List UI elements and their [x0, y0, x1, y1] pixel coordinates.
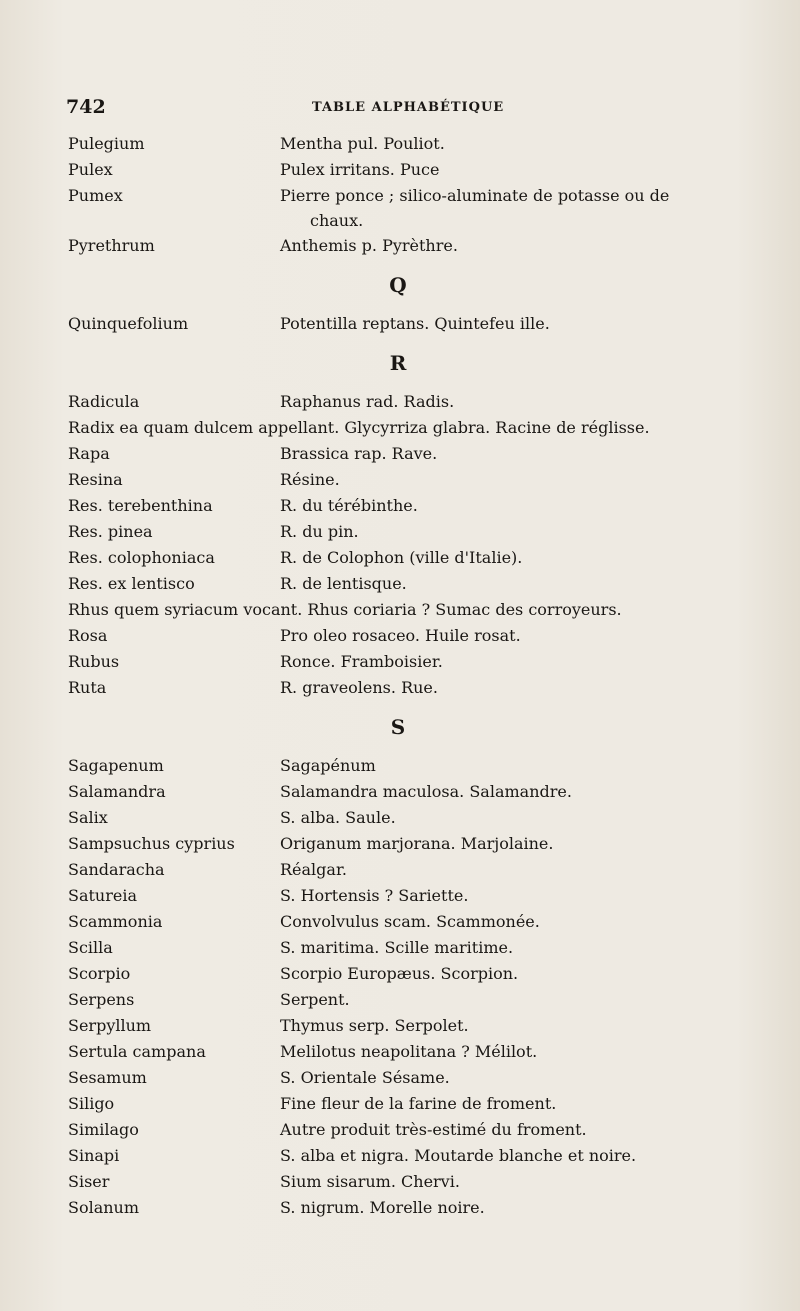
- index-entry: [68, 157, 728, 183]
- entry-term: Sampsuchus cyprius: [68, 834, 235, 853]
- index-entry: [68, 183, 728, 233]
- entry-definition-continuation: chaux.: [310, 211, 364, 230]
- entry-term: Solanum: [68, 1198, 140, 1217]
- index-entries: [68, 131, 728, 1221]
- entry-definition: R. du térébinthe.: [280, 496, 418, 515]
- index-entry: [68, 805, 728, 831]
- page-header: [66, 96, 706, 124]
- entry-term: Siser: [68, 1172, 110, 1191]
- index-entry: [68, 623, 728, 649]
- entry-term: Sesamum: [68, 1068, 147, 1087]
- index-entry: [68, 597, 728, 623]
- entry-definition: S. alba. Saule.: [280, 808, 396, 827]
- index-entry: [68, 545, 728, 571]
- section-letter-text: S: [390, 715, 406, 739]
- entry-definition: S. alba et nigra. Moutarde blanche et noire.: [280, 1146, 637, 1165]
- entry-term: Sinapi: [68, 1146, 120, 1165]
- entry-term: Radicula: [68, 392, 140, 411]
- index-entry: [68, 987, 728, 1013]
- entry-definition: Anthemis p. Pyrèthre.: [280, 236, 458, 255]
- index-entry: [68, 935, 728, 961]
- entry-term: Serpens: [68, 990, 135, 1009]
- entry-definition: Fine fleur de la farine de froment.: [280, 1094, 557, 1113]
- entry-term: Pumex: [68, 186, 123, 205]
- entry-definition: Sagapénum: [280, 756, 376, 775]
- entry-term: Sagapenum: [68, 756, 164, 775]
- entry-term: Ruta: [68, 678, 107, 697]
- entry-definition: Melilotus neapolitana ? Mélilot.: [280, 1042, 538, 1061]
- entry-definition: Potentilla reptans. Quintefeu ille.: [280, 314, 550, 333]
- entry-definition: Raphanus rad. Radis.: [280, 392, 455, 411]
- entry-definition: S. nigrum. Morelle noire.: [280, 1198, 485, 1217]
- entry-definition: Brassica rap. Rave.: [280, 444, 438, 463]
- entry-term: Satureia: [68, 886, 138, 905]
- entry-term: Serpyllum: [68, 1016, 152, 1035]
- entry-term: Scammonia: [68, 912, 163, 931]
- entry-definition: R. de Colophon (ville d'Italie).: [280, 548, 523, 567]
- index-entry: [68, 1039, 728, 1065]
- entry-definition: Pulex irritans. Puce: [280, 160, 440, 179]
- entry-definition: Ronce. Framboisier.: [280, 652, 443, 671]
- entry-term: Res. pinea: [68, 522, 153, 541]
- index-entry: [68, 1169, 728, 1195]
- entry-term: Scilla: [68, 938, 113, 957]
- entry-definition: Origanum marjorana. Marjolaine.: [280, 834, 554, 853]
- entry-definition: S. Hortensis ? Sariette.: [280, 886, 469, 905]
- entry-term: Resina: [68, 470, 123, 489]
- index-entry: [68, 649, 728, 675]
- index-entry: [68, 519, 728, 545]
- entry-term: Siligo: [68, 1094, 115, 1113]
- entry-term: Sandaracha: [68, 860, 165, 879]
- index-entry: [68, 441, 728, 467]
- entry-definition: R. graveolens. Rue.: [280, 678, 438, 697]
- entry-definition: Mentha pul. Pouliot.: [280, 134, 445, 153]
- index-entry: [68, 675, 728, 701]
- entry-term: Salix: [68, 808, 108, 827]
- index-entry: [68, 831, 728, 857]
- entry-definition: Pro oleo rosaceo. Huile rosat.: [280, 626, 521, 645]
- running-title: TABLE ALPHABÉTIQUE: [312, 100, 505, 115]
- entry-term: Res. ex lentisco: [68, 574, 195, 593]
- index-entry: [68, 883, 728, 909]
- index-entry: [68, 779, 728, 805]
- entry-term: Similago: [68, 1120, 139, 1139]
- entry-term: Quinquefolium: [68, 314, 189, 333]
- entry-definition: Réalgar.: [280, 860, 347, 879]
- entry-definition: S. maritima. Scille maritime.: [280, 938, 514, 957]
- entry-definition: Serpent.: [280, 990, 350, 1009]
- entry-definition: Résine.: [280, 470, 340, 489]
- entry-definition: appellant. Glycyrriza glabra. Racine de réglisse.: [258, 418, 650, 437]
- entry-term: Rhus quem syriacum: [68, 600, 239, 619]
- entry-term: Rosa: [68, 626, 108, 645]
- index-entry: [68, 389, 728, 415]
- entry-definition: R. de lentisque.: [280, 574, 407, 593]
- index-entry: [68, 1013, 728, 1039]
- entry-definition: Scorpio Europæus. Scorpion.: [280, 964, 519, 983]
- section-letter-text: R: [389, 351, 407, 375]
- page-number: 742: [66, 96, 106, 118]
- index-entry: [68, 131, 728, 157]
- index-entry: [68, 467, 728, 493]
- index-entry: [68, 1065, 728, 1091]
- entry-definition: Sium sisarum. Chervi.: [280, 1172, 460, 1191]
- entry-term: Rubus: [68, 652, 120, 671]
- entry-definition: Autre produit très-estimé du froment.: [280, 1120, 587, 1139]
- index-entry: [68, 1117, 728, 1143]
- entry-definition: S. Orientale Sésame.: [280, 1068, 450, 1087]
- index-entry: [68, 857, 728, 883]
- entry-definition: vocant. Rhus coriaria ? Sumac des corroyeurs.: [243, 600, 622, 619]
- entry-definition: Thymus serp. Serpolet.: [280, 1016, 469, 1035]
- entry-term: Res. colophoniaca: [68, 548, 215, 567]
- entry-term: Salamandra: [68, 782, 166, 801]
- index-entry: [68, 1143, 728, 1169]
- index-entry: [68, 311, 728, 337]
- section-letter-text: Q: [389, 273, 407, 297]
- index-entry: [68, 909, 728, 935]
- index-entry: [68, 753, 728, 779]
- entry-term: Pulegium: [68, 134, 145, 153]
- entry-definition: Salamandra maculosa. Salamandre.: [280, 782, 572, 801]
- index-entry: [68, 233, 728, 259]
- index-entry: [68, 571, 728, 597]
- entry-term: Sertula campana: [68, 1042, 206, 1061]
- index-entry: [68, 1195, 728, 1221]
- index-entry: [68, 415, 728, 441]
- entry-term: Res. terebenthina: [68, 496, 213, 515]
- entry-definition: R. du pin.: [280, 522, 359, 541]
- section-letter: [68, 259, 728, 311]
- entry-term: Radix ea quam dulcem: [68, 418, 254, 437]
- entry-term: Rapa: [68, 444, 110, 463]
- entry-definition: Convolvulus scam. Scammonée.: [280, 912, 540, 931]
- section-letter: [68, 701, 728, 753]
- entry-term: Scorpio: [68, 964, 131, 983]
- entry-term: Pulex: [68, 160, 113, 179]
- entry-definition: Pierre ponce ; silico-aluminate de potasse ou de: [280, 186, 670, 205]
- index-entry: [68, 1091, 728, 1117]
- entry-term: Pyrethrum: [68, 236, 155, 255]
- section-letter: [68, 337, 728, 389]
- index-entry: [68, 961, 728, 987]
- index-entry: [68, 493, 728, 519]
